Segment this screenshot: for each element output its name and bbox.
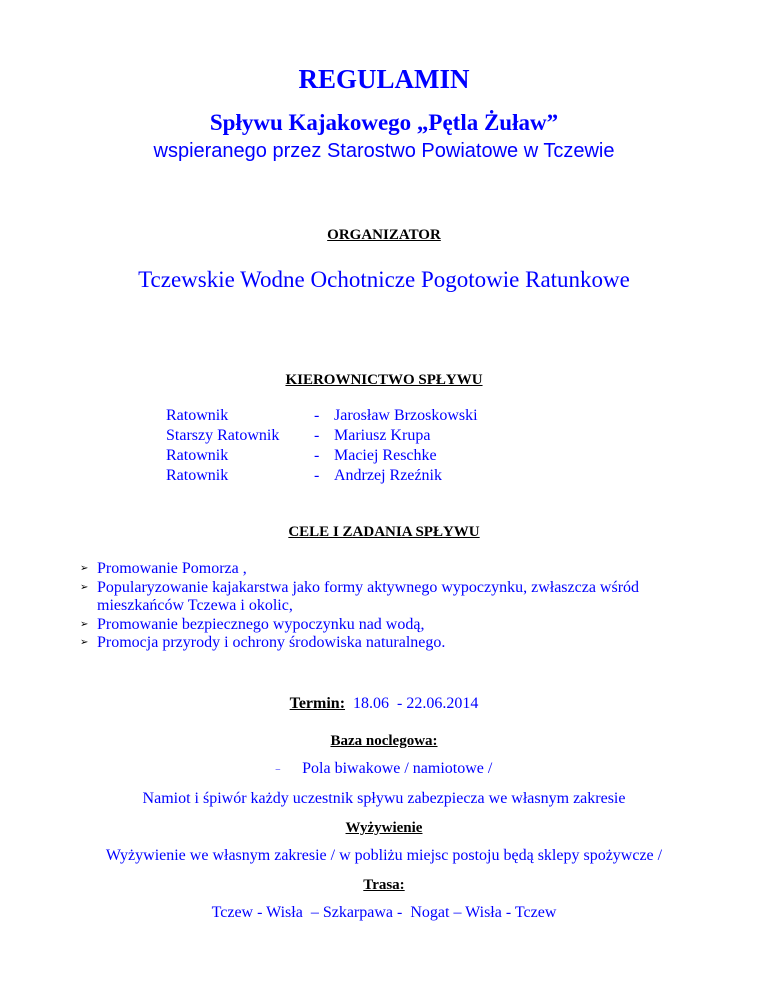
leadership-heading: KIEROWNICTWO SPŁYWU <box>285 372 483 388</box>
accommodation-heading: Baza noclegowa: <box>330 733 438 749</box>
list-item <box>80 579 720 616</box>
leadership-dash: - <box>314 467 320 484</box>
leadership-dash: - <box>314 407 320 424</box>
arrow-bullet-icon: ➢ <box>80 618 89 630</box>
leadership-row <box>166 406 478 426</box>
leadership-role: Ratownik <box>166 407 229 424</box>
document-title: REGULAMIN <box>298 64 470 94</box>
leadership-dash: - <box>314 447 320 464</box>
goal-text: Popularyzowanie kajakarstwa jako formy aktywnego wypoczynku, zwłaszcza wśród mieszkańców Tczewa i okolic, <box>97 578 640 614</box>
organizer-name: Tczewskie Wodne Ochotnicze Pogotowie Ratunkowe <box>138 267 630 292</box>
goal-text: Promowanie bezpiecznego wypoczynku nad wodą, <box>97 615 425 633</box>
leadership-dash: - <box>314 427 320 444</box>
accommodation-note: Namiot i śpiwór każdy uczestnik spływu zabezpiecza we własnym zakresie <box>142 790 626 807</box>
dash-bullet-icon: – <box>275 764 281 775</box>
arrow-bullet-icon: ➢ <box>80 563 89 574</box>
document-subtitle: Spływu Kajakowego „Pętla Żuław” <box>209 110 559 135</box>
food-heading: Wyżywienie <box>345 820 423 836</box>
goals-heading: CELE I ZADANIA SPŁYWU <box>288 524 480 540</box>
arrow-bullet-icon: ➢ <box>80 637 89 648</box>
term-line <box>0 695 768 713</box>
leadership-name: Jarosław Brzoskowski <box>334 407 478 424</box>
food-note: Wyżywienie we własnym zakresie / w pobliżu miejsc postoju będą sklepy spożywcze / <box>105 847 663 864</box>
goal-text: Promocja przyrody i ochrony środowiska naturalnego. <box>97 634 446 651</box>
term-label: Termin: <box>289 695 346 712</box>
goals-list <box>80 560 720 653</box>
arrow-bullet-icon: ➢ <box>80 581 89 593</box>
route-heading: Trasa: <box>363 877 405 893</box>
list-item <box>80 560 720 579</box>
accommodation-item <box>0 760 768 778</box>
leadership-row <box>166 466 478 486</box>
leadership-row <box>166 426 478 446</box>
leadership-name: Andrzej Rzeźnik <box>334 467 442 484</box>
list-item <box>80 634 720 653</box>
route-value: Tczew - Wisła – Szkarpawa - Nogat – Wisła - Tczew <box>211 904 557 921</box>
list-item <box>80 616 720 635</box>
organizer-heading: ORGANIZATOR <box>327 227 441 243</box>
leadership-row <box>166 446 478 466</box>
term-value: 18.06 - 22.06.2014 <box>345 695 479 712</box>
document-subtitle-support: wspieranego przez Starostwo Powiatowe w Tczewie <box>153 140 615 162</box>
leadership-table <box>166 406 478 486</box>
leadership-role: Starszy Ratownik <box>166 427 280 444</box>
leadership-name: Mariusz Krupa <box>334 427 431 444</box>
leadership-role: Ratownik <box>166 467 229 484</box>
leadership-name: Maciej Reschke <box>334 447 437 464</box>
accommodation-item-text: Pola biwakowe / namiotowe / <box>302 760 493 777</box>
leadership-role: Ratownik <box>166 447 229 464</box>
goal-text: Promowanie Pomorza , <box>97 560 247 577</box>
